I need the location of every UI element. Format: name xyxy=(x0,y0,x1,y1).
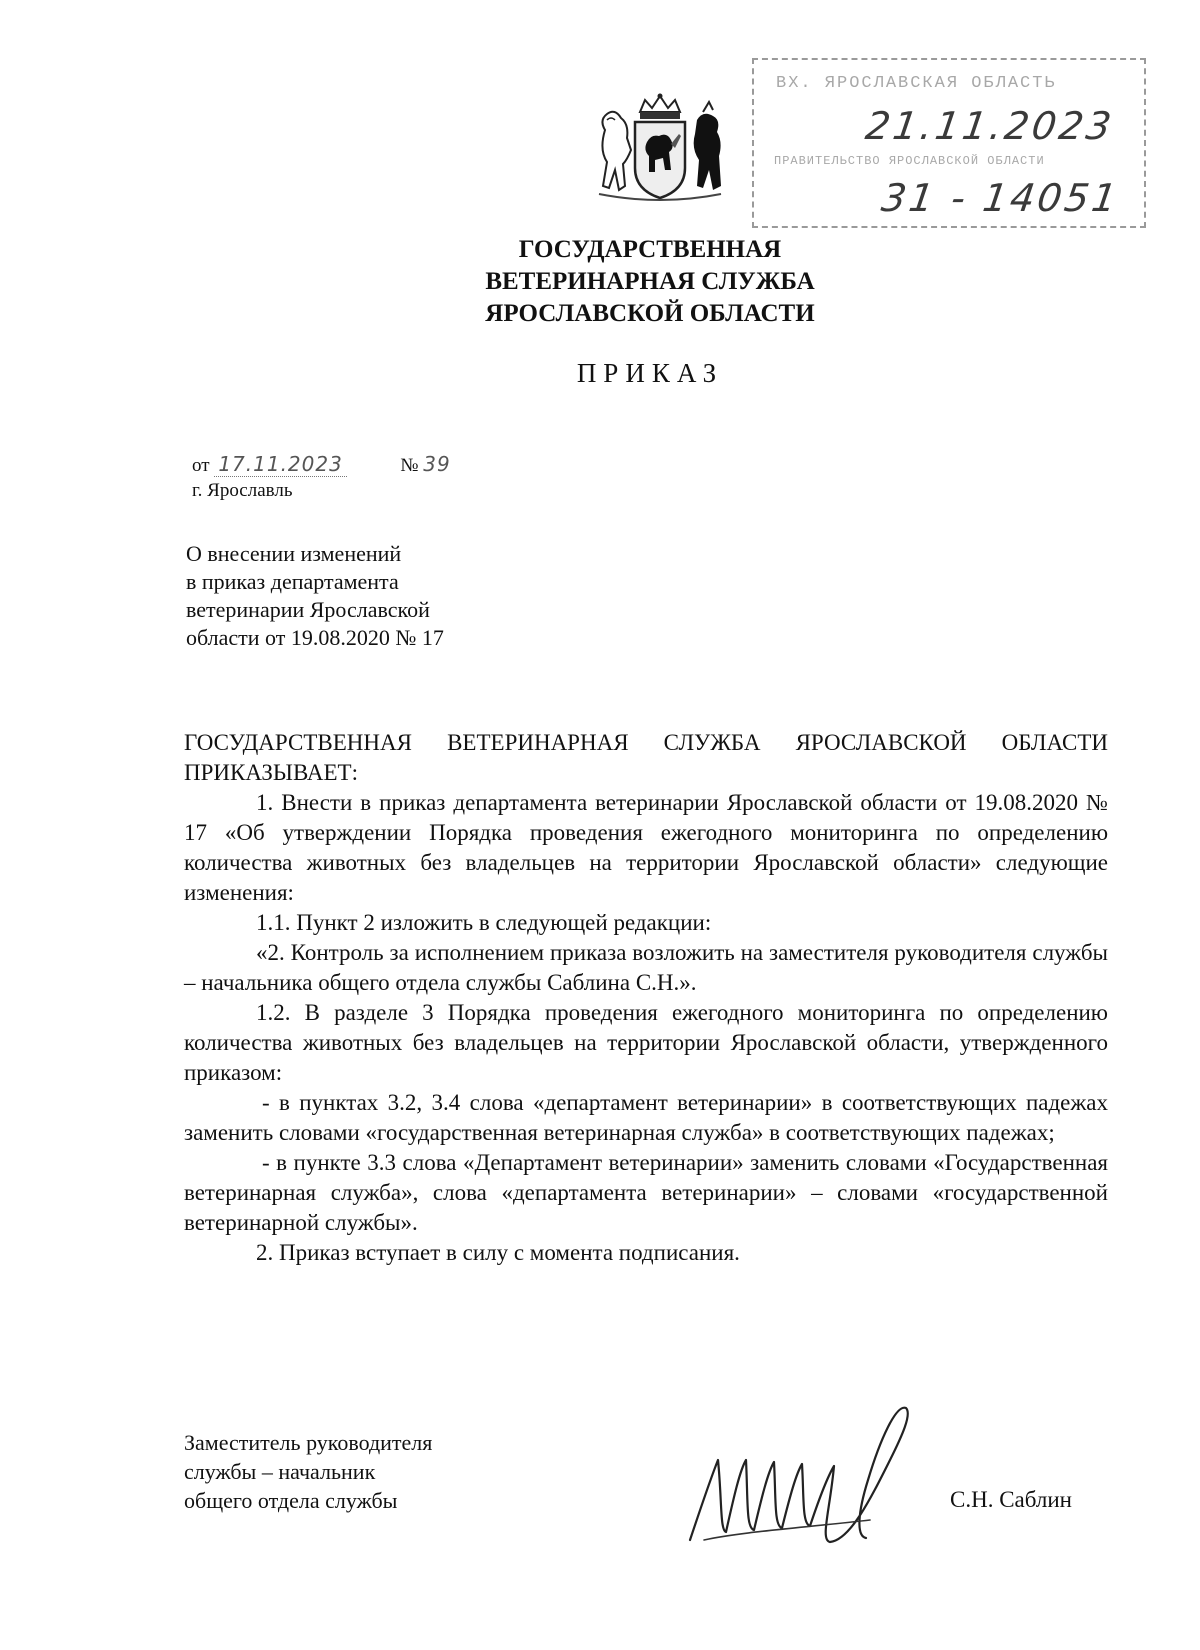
order-date-number xyxy=(192,452,451,477)
signer-position-line: общего отдела службы xyxy=(184,1488,398,1513)
order-body xyxy=(184,728,1108,1268)
coat-of-arms-icon xyxy=(585,90,735,210)
subject-line: ветеринарии Ярославской xyxy=(186,597,430,622)
from-label: от xyxy=(192,455,210,476)
number-label: № xyxy=(400,455,419,476)
preamble: ГОСУДАРСТВЕННАЯ ВЕТЕРИНАРНАЯ СЛУЖБА ЯРОСЛАВСКОЙ ОБЛАСТИ ПРИКАЗЫВАЕТ: xyxy=(184,730,1108,785)
paragraph-2: 2. Приказ вступает в силу с момента подписания. xyxy=(256,1240,740,1265)
handwritten-signature xyxy=(680,1400,940,1550)
paragraph-1-2: 1.2. В разделе 3 Порядка проведения ежегодного мониторинга по определению количества животных без владельцев на территории Ярославской области, утвержденного приказом: xyxy=(184,1000,1108,1085)
subject-line: О внесении изменений xyxy=(186,541,402,566)
paragraph-1: 1. Внести в приказ департамента ветеринарии Ярославской области от 19.08.2020 № 17 «Об утверждении Порядка проведения ежегодного мониторинга по определению количества животных без владельцев на территории Ярославской области» следующие изменения: xyxy=(184,790,1108,905)
city: г. Ярославль xyxy=(192,480,293,501)
paragraph-1-1-text: «2. Контроль за исполнением приказа возложить на заместителя руководителя службы – начальника общего отдела службы Саблина С.Н.». xyxy=(184,940,1108,995)
subject-line: области от 19.08.2020 № 17 xyxy=(186,625,444,650)
stamp-number: 31 - 14051 xyxy=(878,176,1123,220)
order-subject xyxy=(186,540,546,652)
signer-position xyxy=(184,1428,524,1515)
registration-stamp xyxy=(752,58,1146,228)
order-number: 39 xyxy=(423,452,451,476)
signer-position-line: Заместитель руководителя xyxy=(184,1430,433,1455)
stamp-header: ВХ. ЯРОСЛАВСКАЯ ОБЛАСТЬ xyxy=(776,74,1057,92)
paragraph-1-2-b: - в пункте 3.3 слова «Департамент ветеринарии» заменить словами «Государственная ветеринарная служба», слова «департамента ветеринарии» – словами «государственной ветеринарной службы». xyxy=(184,1150,1108,1235)
order-date: 17.11.2023 xyxy=(214,452,347,477)
org-line: ГОСУДАРСТВЕННАЯ xyxy=(518,236,782,263)
stamp-subheader: ПРАВИТЕЛЬСТВО ЯРОСЛАВСКОЙ ОБЛАСТИ xyxy=(774,154,1045,168)
subject-line: в приказ департамента xyxy=(186,569,399,594)
organization-name xyxy=(380,234,920,330)
signer-position-line: службы – начальник xyxy=(184,1459,376,1484)
paragraph-1-1: 1.1. Пункт 2 изложить в следующей редакции: xyxy=(256,910,712,935)
org-line: ЯРОСЛАВСКОЙ ОБЛАСТИ xyxy=(485,300,815,327)
paragraph-1-2-a: - в пунктах 3.2, 3.4 слова «департамент ветеринарии» в соответствующих падежах заменить словами «государственная ветеринарная служба» в соответствующих падежах; xyxy=(184,1090,1108,1145)
stamp-date: 21.11.2023 xyxy=(862,104,1117,148)
signer-name: С.Н. Саблин xyxy=(950,1487,1072,1512)
org-line: ВЕТЕРИНАРНАЯ СЛУЖБА xyxy=(485,268,815,295)
document-type-title: ПРИКАЗ xyxy=(576,358,724,388)
